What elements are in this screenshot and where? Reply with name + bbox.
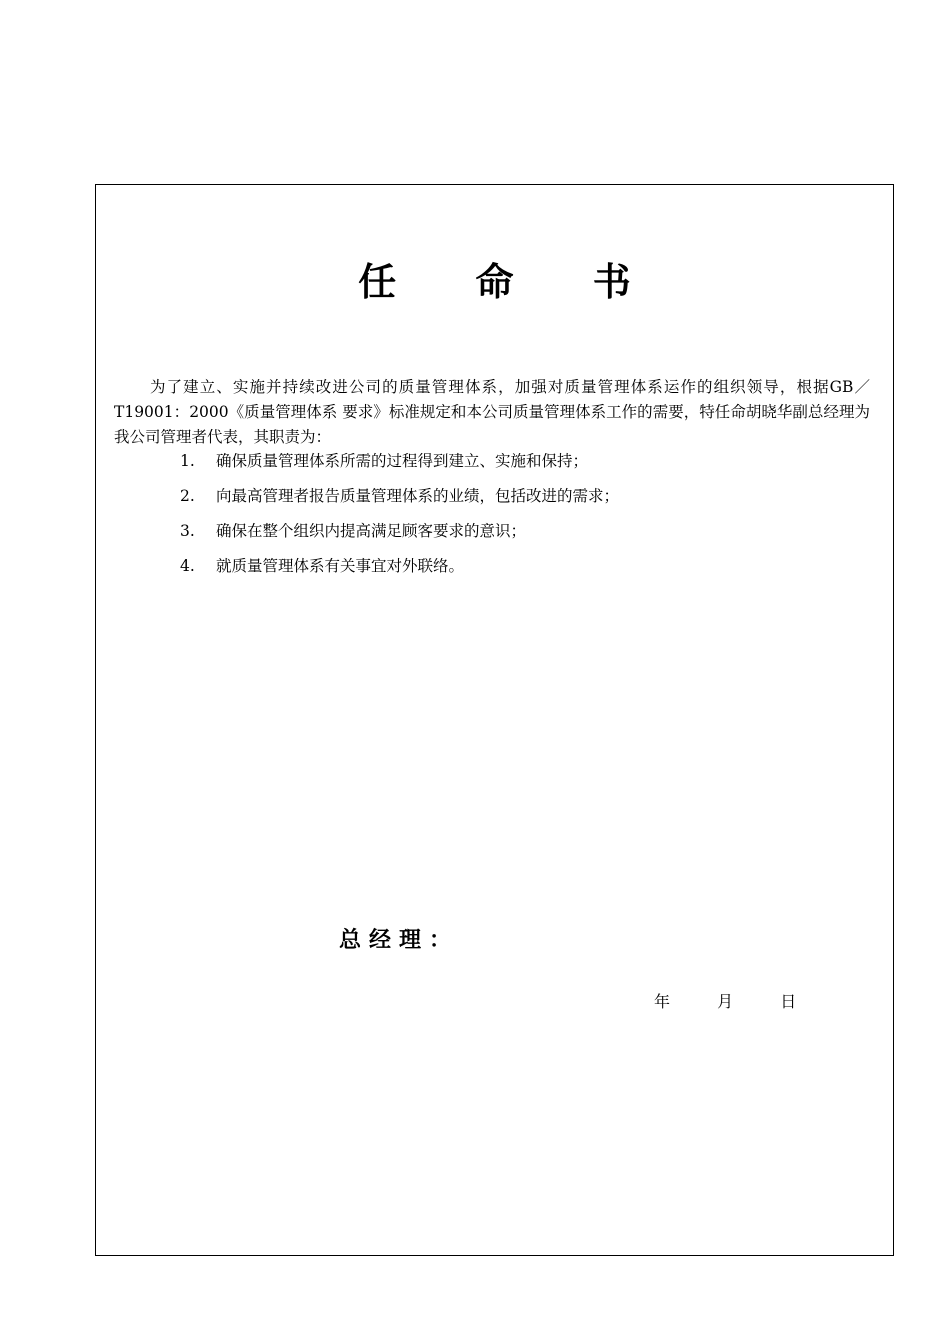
document-frame: [95, 184, 894, 1256]
title-char: 任: [358, 260, 397, 304]
duty-number: 4.: [180, 557, 195, 575]
list-item: [180, 449, 619, 484]
date-line: [654, 989, 838, 1012]
duty-number: 1.: [180, 452, 195, 470]
duty-text: 就质量管理体系有关事宜对外联络。: [216, 557, 465, 575]
title-char: 书: [592, 260, 631, 304]
duty-list: [180, 449, 619, 589]
general-manager-signature-label: 总经理：: [339, 928, 460, 953]
document-title: [96, 251, 893, 306]
list-item: [180, 484, 619, 519]
duty-text: 向最高管理者报告质量管理体系的业绩，包括改进的需求；: [216, 487, 620, 505]
date-month: 月: [717, 992, 734, 1011]
duty-text: 确保质量管理体系所需的过程得到建立、实施和保持；: [216, 452, 589, 470]
title-char: 命: [475, 260, 514, 304]
date-day: 日: [780, 992, 797, 1011]
duty-number: 3.: [180, 522, 195, 540]
duty-number: 2.: [180, 487, 195, 505]
date-year: 年: [654, 992, 671, 1011]
list-item: [180, 554, 619, 589]
appointment-paragraph: 为了建立、实施并持续改进公司的质量管理体系，加强对质量管理体系运作的组织领导，根据GB／T19001：2000《质量管理体系 要求》标准规定和本公司质量管理体系工作的需要，特任命胡晓华副总经理为我公司管理者代表，其职责为：: [114, 378, 870, 446]
duty-text: 确保在整个组织内提高满足顾客要求的意识；: [216, 522, 527, 540]
list-item: [180, 519, 619, 554]
